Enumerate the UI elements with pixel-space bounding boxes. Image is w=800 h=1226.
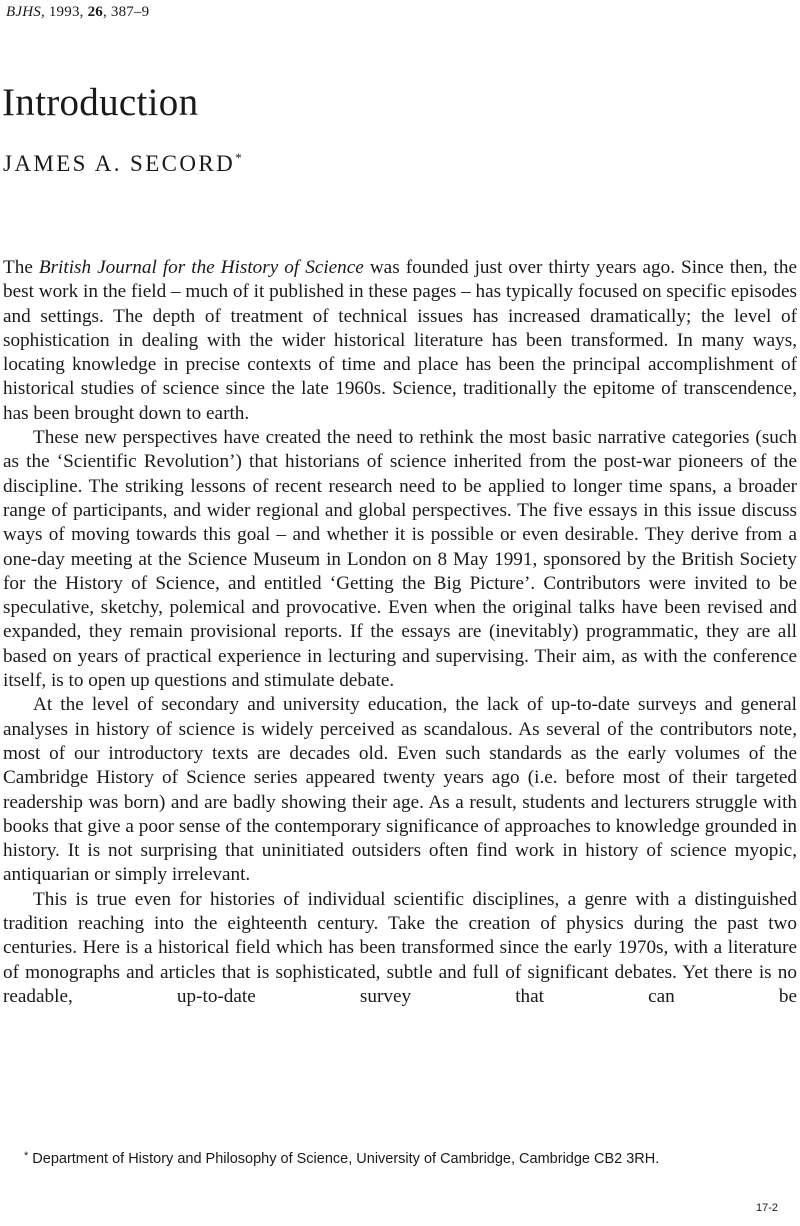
author-line [3,150,242,177]
journal-name-italic: British Journal for the History of Science [38,257,364,278]
paragraph-1 [3,256,797,426]
signature-mark: 17-2 [755,1202,778,1214]
running-header [6,4,149,21]
journal-abbrev: BJHS [6,4,41,20]
paragraph-4: This is true even for histories of individual scientific disciplines, a genre with a distinguished tradition reaching into the eighteenth century. Take the creation of physics during the past two centuries. Here is a historical field which has been transformed since the early 1970s, with a literature of monographs and articles that is sophisticated, subtle and full of significant debates. Yet there is no readable, up-to-date survey that can be [3,888,797,1007]
header-pages: , 387–9 [102,4,150,20]
article-body [3,256,797,1009]
paragraph-2: These new perspectives have created the need to rethink the most basic narrative categories (such as the ‘Scientific Revolution’) that historians of science inherited from the post-war pioneers of the discipline. The striking lessons of recent research need to be applied to longer time spans, a broader range of participants, and wider regional and global perspectives. The five essays in this issue discuss ways of moving towards this goal – and whether it is possible or even desirable. They derive from a one-day meeting at the Science Museum in London on 8 May 1991, sponsored by the British Society for the History of Science, and entitled ‘Getting the Big Picture’. Contributors were invited to be speculative, sketchy, polemical and provocative. Even when the original talks have been revised and expanded, they remain provisional reports. If the essays are (inevitably) programmatic, they are all based on years of practical experience in lecturing and supervising. Their aim, as with the conference itself, is to open up questions and stimulate debate. [3,427,797,692]
paragraph-3: At the level of secondary and university education, the lack of up-to-date surveys and general analyses in history of science is widely perceived as scandalous. As several of the contributors note, most of our introductory texts are decades old. Even such standards as the early volumes of the Cambridge History of Science series appeared twenty years ago (i.e. before most of their targeted readership was born) and are badly showing their age. As a result, students and lecturers struggle with books that give a poor sense of the contemporary significance of approaches to knowledge grounded in history. It is not surprising that uninitiated outsiders often find work in history of science myopic, antiquarian or simply irrelevant. [3,694,797,886]
footnote-mark: * [24,1150,29,1162]
paragraph-1-rest: was founded just over thirty years ago. Since then, the best work in the field – much of it published in these pages – has typically focused on specific episodes and settings. The depth of treatment of technical issues has increased dramatically; the level of sophistication in dealing with the wider historical literature has been transformed. In many ways, locating knowledge in precise contexts of time and place has been the principal accomplishment of historical studies of science since the late 1960s. Science, traditionally the epitome of transcendence, has been brought down to earth. [3,257,797,424]
header-volume: 26 [87,4,103,20]
author-footnote-mark: * [235,150,242,165]
author-name: JAMES A. SECORD [3,151,236,176]
header-year: , 1993, [40,4,88,20]
author-affiliation-footnote [24,1150,659,1167]
article-title: Introduction [2,81,199,124]
paragraph-1-prefix: The [3,257,39,278]
footnote-text: Department of History and Philosophy of Science, University of Cambridge, Cambridge CB2 3RH. [32,1151,660,1167]
